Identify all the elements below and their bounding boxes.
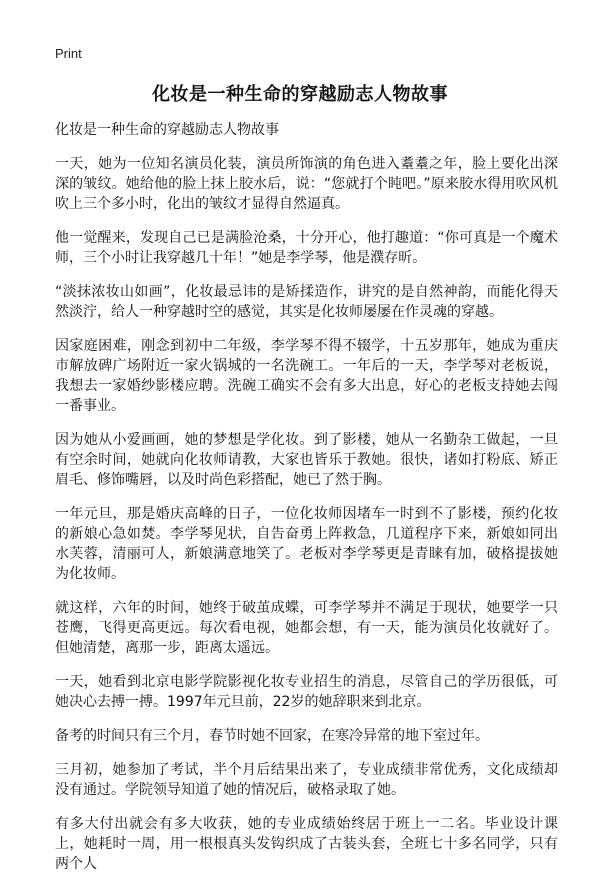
article-subtitle: 化妆是一种生命的穿越励志人物故事 bbox=[55, 122, 279, 138]
paragraph-4: 因家庭困难，刚念到初中二年级，李学琴不得不辍学，十五岁那年，她成为重庆市解放碑广场附近一家火锅城的一名洗碗工。一年后的一天，李学琴对老板说，我想去一家婚纱影楼应聘。洗碗工确实不会有多大出息，好心的老板支持她去闯一番事业。 bbox=[55, 338, 558, 414]
article-body bbox=[55, 120, 558, 888]
paragraph-2: 他一觉醒来，发现自己已是满脸沧桑，十分开心，他打趣道：“你可真是一个魔术师，三个小时让我穿越几十年！”她是李学琴，他是濮存昕。 bbox=[55, 230, 558, 266]
article-title: 化妆是一种生命的穿越励志人物故事 bbox=[152, 84, 448, 105]
paragraph-10: 三月初，她参加了考试，半个月后结果出来了，专业成绩非常优秀，文化成绩却没有通过。学院领导知道了她的情况后，破格录取了她。 bbox=[55, 762, 558, 798]
paragraph-9: 备考的时间只有三个月，春节时她不回家，在寒冷异常的地下室过年。 bbox=[55, 728, 489, 744]
paragraph-1: 一天，她为一位知名演员化装，演员所饰演的角色进入耋耋之年，脸上要化出深深的皱纹。她给他的脸上抹上胶水后，说：“您就打个盹吧。”原来胶水得用吹风机吹上三个多小时，化出的皱纹才显得自然逼真。 bbox=[55, 156, 558, 212]
paragraph-5: 因为她从小爱画画，她的梦想是学化妆。到了影楼，她从一名勤杂工做起，一旦有空余时间，她就向化妆师请教，大家也皆乐于教她。很快，诸如打粉底、矫正眉毛、修饰嘴唇，以及时尚色彩搭配，她已了然于胸。 bbox=[55, 432, 558, 488]
paragraph-8: 一天，她看到北京电影学院影视化妆专业招生的消息，尽管自己的学历很低，可她决心去搏一搏。1997年元旦前，22岁的她辞职来到北京。 bbox=[55, 674, 558, 710]
paragraph-3: “淡抹浓妆山如画”，化妆最忌讳的是矫揉造作，讲究的是自然神韵，而能化得天然淡泞，给人一种穿越时空的感觉，其实是化妆师屡屡在作灵魂的穿越。 bbox=[55, 284, 558, 320]
paragraph-7: 就这样，六年的时间，她终于破茧成蝶，可李学琴并不满足于现状，她要学一只苍鹰，飞得更高更远。每次看电视，她都会想，有一天，能为演员化妆就好了。但她清楚，离那一步，距离太遥远。 bbox=[55, 600, 558, 656]
paragraph-6: 一年元旦，那是婚庆高峰的日子，一位化妆师因堵车一时到不了影楼，预约化妆的新娘心急如焚。李学琴见状，自告奋勇上阵救急，几道程序下来，新娘如同出水芙蓉，清丽可人，新娘满意地笑了。老板对李学琴更是青睐有加，破格提拔她为化妆师。 bbox=[55, 506, 558, 582]
print-link[interactable]: Print bbox=[55, 46, 82, 61]
paragraph-11: 有多大付出就会有多大收获，她的专业成绩始终居于班上一二名。毕业设计课上，她耗时一周，用一根根真头发钩织成了古装头套，全班七十多名同学，只有两个人 bbox=[55, 816, 558, 872]
